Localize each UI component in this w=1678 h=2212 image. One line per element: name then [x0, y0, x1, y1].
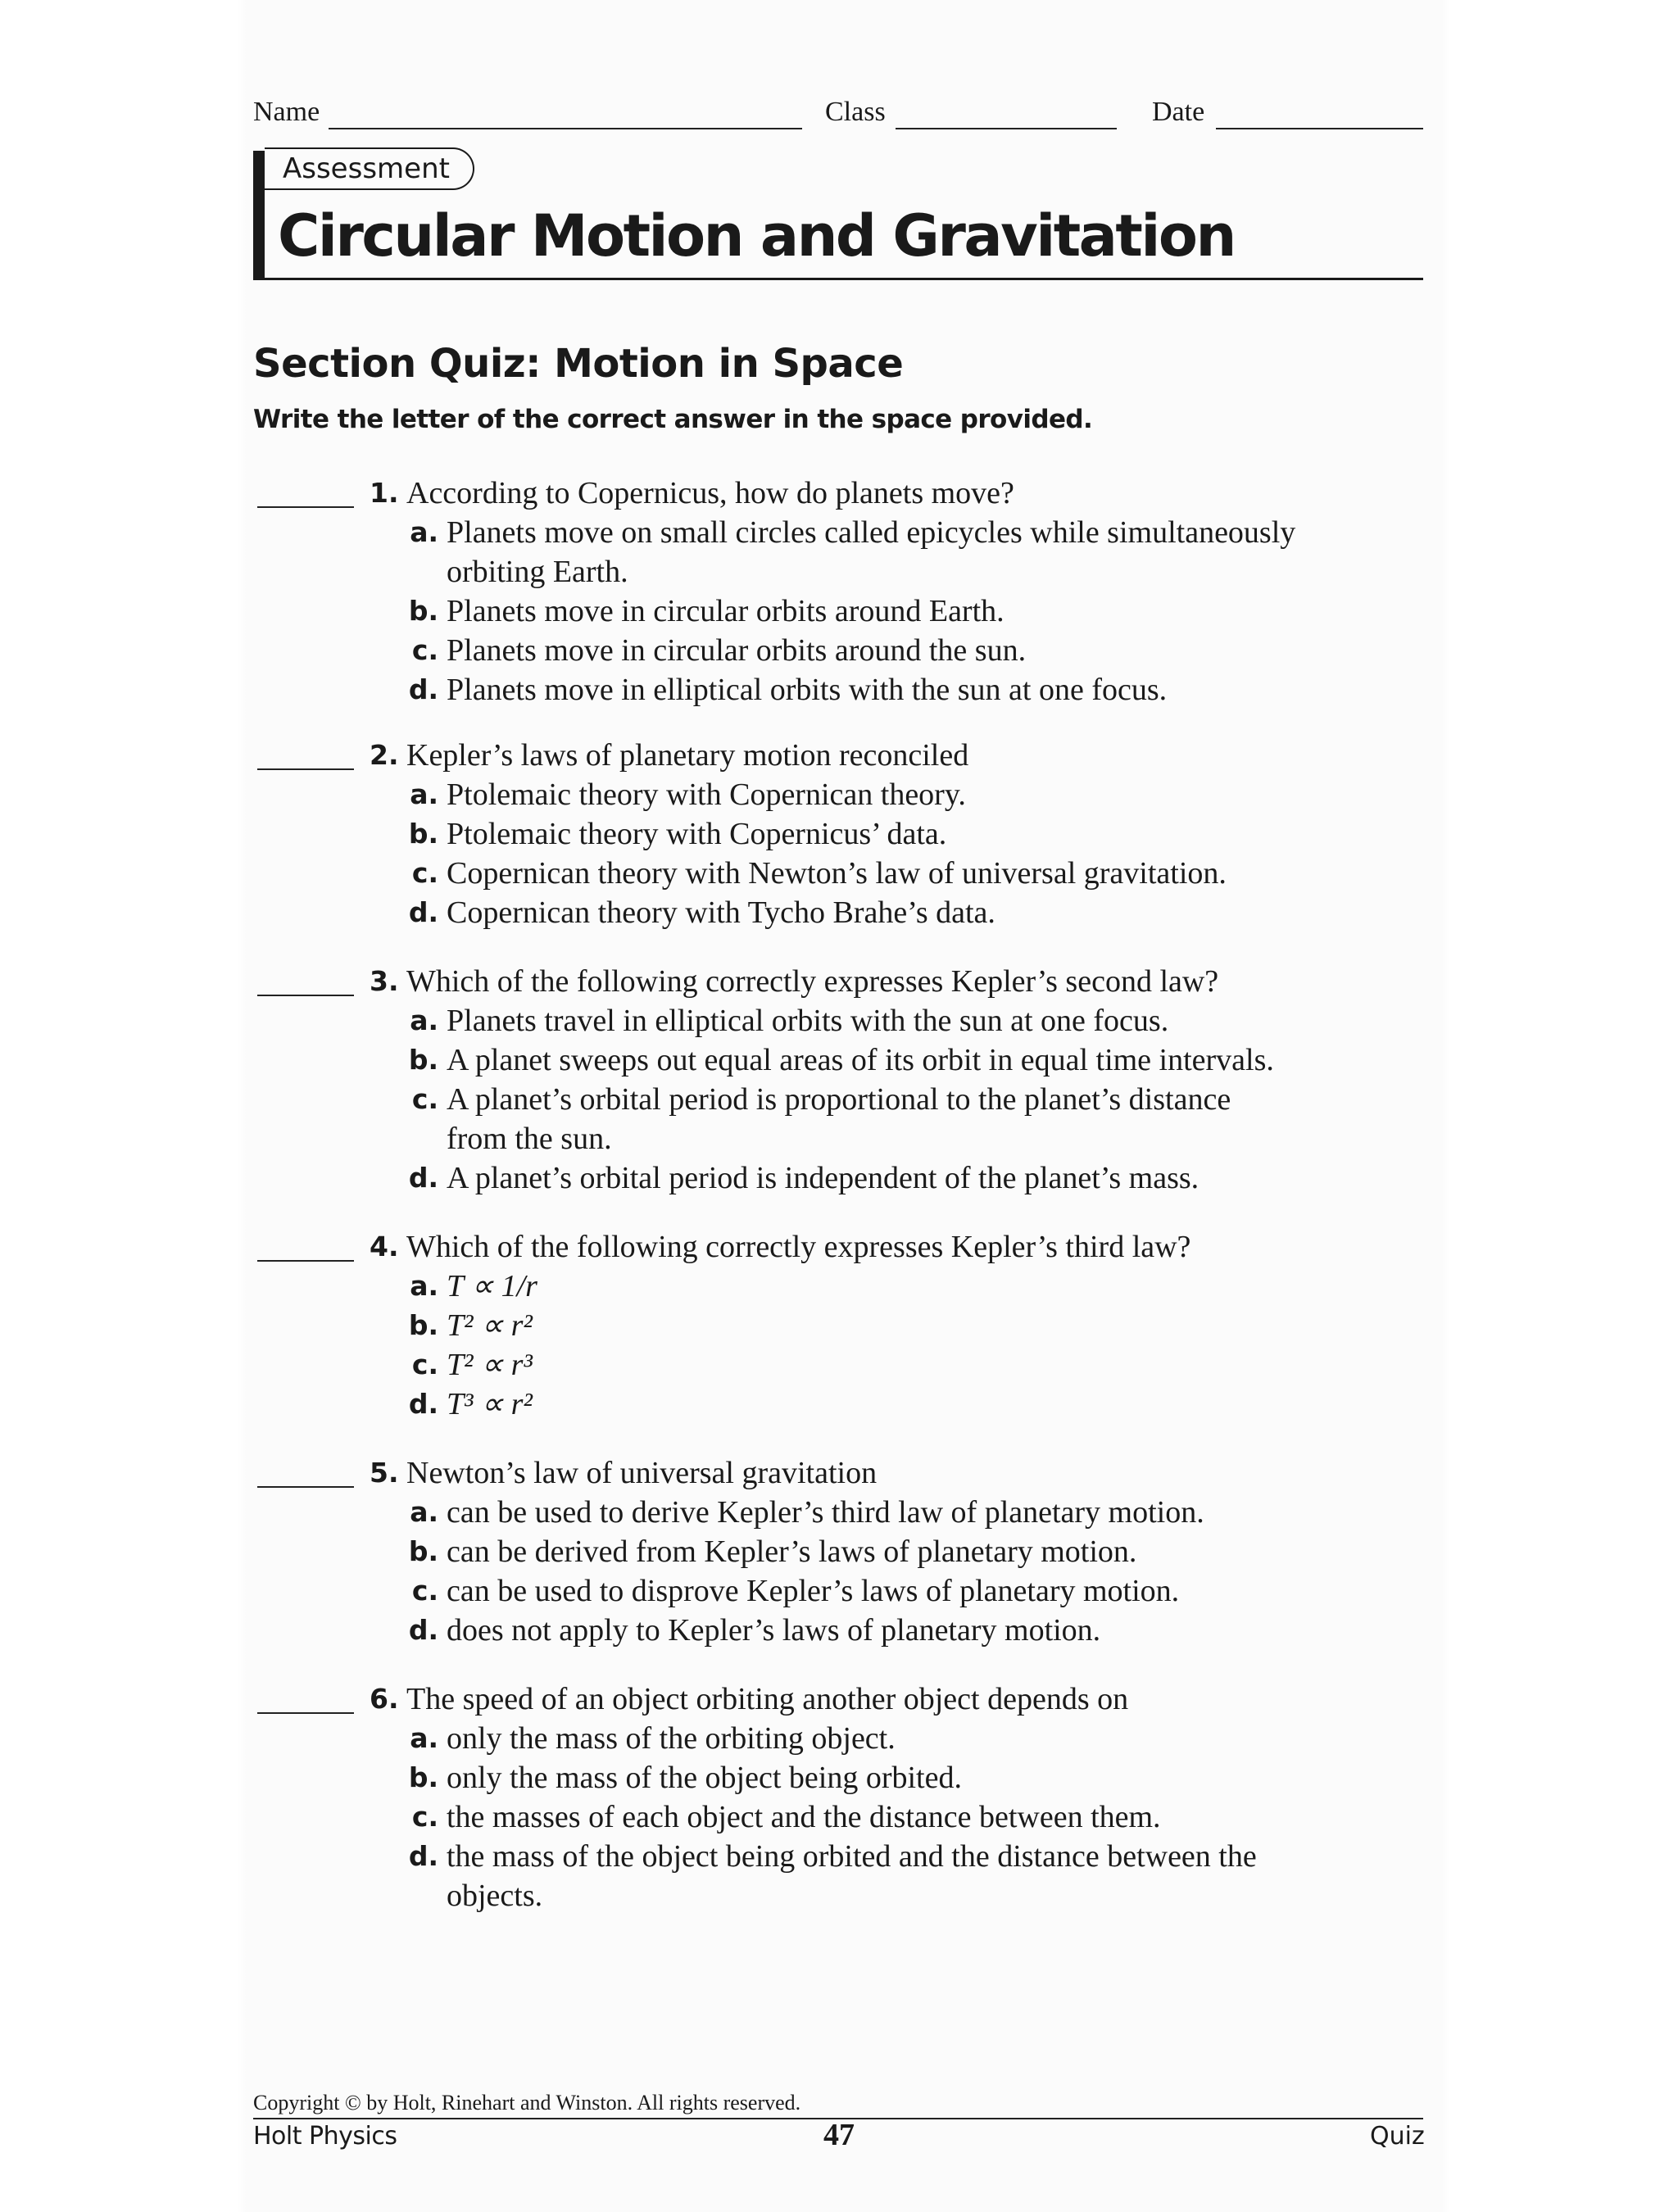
choice-text: orbiting Earth. — [447, 555, 628, 589]
class-line — [896, 128, 1117, 129]
choice-letter: b. — [408, 1309, 438, 1341]
choice-formula: T³ ∝ r² — [447, 1387, 533, 1421]
choice-formula: T² ∝ r² — [447, 1308, 533, 1343]
instructions: Write the letter of the correct answer in the space provided. — [253, 405, 1093, 434]
question-number: 3. — [370, 965, 399, 997]
student-info-header — [253, 92, 1423, 131]
choice-text: can be derived from Kepler’s laws of planetary motion. — [447, 1534, 1137, 1569]
choice-letter: a. — [410, 1496, 438, 1528]
question-text: The speed of an object orbiting another object depends on — [406, 1682, 1129, 1716]
choice-letter: d. — [408, 1388, 438, 1420]
answer-blank — [257, 995, 354, 996]
assessment-tag: Assessment — [265, 147, 474, 190]
choice-letter: b. — [408, 818, 438, 850]
book-title: Holt Physics — [253, 2122, 397, 2151]
choice-text: A planet’s orbital period is independent of the planet’s mass. — [447, 1161, 1200, 1195]
choice-text: does not apply to Kepler’s laws of planetary motion. — [447, 1613, 1101, 1648]
choice-letter: a. — [410, 778, 438, 810]
question-number: 4. — [370, 1231, 399, 1262]
answer-blank — [257, 1712, 354, 1714]
question-text: According to Copernicus, how do planets move? — [406, 476, 1014, 510]
question-text: Newton’s law of universal gravitation — [406, 1456, 878, 1490]
choice-letter: a. — [410, 1270, 438, 1302]
choice-letter: d. — [408, 673, 438, 705]
choice-letter: a. — [410, 1722, 438, 1754]
choice-letter: c. — [411, 634, 438, 666]
choice-letter: c. — [411, 857, 438, 889]
choice-letter: b. — [408, 1535, 438, 1567]
choice-text: Planets move in circular orbits around the sun. — [447, 633, 1027, 668]
question-number: 1. — [370, 477, 399, 509]
choice-text: Copernican theory with Newton’s law of universal gravitation. — [447, 856, 1227, 891]
question-number: 6. — [370, 1683, 399, 1715]
choice-text: Copernican theory with Tycho Brahe’s data. — [447, 895, 995, 930]
choice-letter: d. — [408, 1614, 438, 1646]
answer-blank — [257, 1260, 354, 1262]
choice-letter: b. — [408, 1761, 438, 1793]
choice-letter: d. — [408, 896, 438, 928]
choice-text: Ptolemaic theory with Copernican theory. — [447, 777, 966, 812]
answer-blank — [257, 768, 354, 770]
choice-letter: c. — [411, 1349, 438, 1380]
choice-text: only the mass of the object being orbited. — [447, 1761, 962, 1795]
choice-text: A planet’s orbital period is proportional to the planet’s distance — [447, 1082, 1231, 1117]
answer-blank — [257, 1486, 354, 1488]
question-text: Kepler’s laws of planetary motion reconciled — [406, 738, 969, 773]
choice-text: Planets travel in elliptical orbits with the sun at one focus. — [447, 1004, 1169, 1038]
copyright-notice: Copyright © by Holt, Rinehart and Winston. All rights reserved. — [253, 2091, 801, 2115]
choice-letter: b. — [408, 595, 438, 627]
date-label: Date — [1152, 97, 1205, 127]
choice-text: Planets move in circular orbits around Earth. — [447, 594, 1005, 628]
choice-formula: T ∝ 1/r — [447, 1269, 537, 1303]
choice-letter: c. — [411, 1083, 438, 1115]
document-type: Quiz — [1370, 2122, 1425, 2151]
choice-text: from the sun. — [447, 1122, 612, 1156]
choice-text: A planet sweeps out equal areas of its orbit in equal time intervals. — [447, 1043, 1274, 1077]
choice-letter: d. — [408, 1162, 438, 1194]
choice-letter: c. — [411, 1801, 438, 1833]
name-label: Name — [253, 97, 320, 127]
choice-letter: a. — [410, 516, 438, 548]
choice-letter: a. — [410, 1004, 438, 1036]
choice-text: can be used to disprove Kepler’s laws of planetary motion. — [447, 1574, 1180, 1608]
question-number: 2. — [370, 739, 399, 771]
choice-text: Planets move on small circles called epicycles while simultaneously — [447, 515, 1296, 550]
choice-letter: d. — [408, 1840, 438, 1872]
page-title: Circular Motion and Gravitation — [278, 202, 1235, 270]
section-title: Section Quiz: Motion in Space — [253, 341, 904, 387]
choice-text: Planets move in elliptical orbits with the sun at one focus. — [447, 673, 1168, 707]
title-rule — [253, 278, 1423, 280]
choice-letter: b. — [408, 1044, 438, 1076]
answer-blank — [257, 506, 354, 508]
name-line — [329, 128, 802, 129]
choice-text: Ptolemaic theory with Copernicus’ data. — [447, 817, 947, 851]
class-label: Class — [825, 97, 886, 127]
choice-text: can be used to derive Kepler’s third law of planetary motion. — [447, 1495, 1204, 1530]
title-block — [253, 147, 1423, 280]
choice-text: only the mass of the orbiting object. — [447, 1721, 896, 1756]
page-number: 47 — [823, 2118, 855, 2152]
choice-letter: c. — [411, 1575, 438, 1607]
question-text: Which of the following correctly expresses Kepler’s second law? — [406, 964, 1219, 999]
date-line — [1216, 128, 1423, 129]
choice-formula: T² ∝ r³ — [447, 1348, 533, 1382]
question-text: Which of the following correctly expresses Kepler’s third law? — [406, 1230, 1191, 1264]
choice-text: the masses of each object and the distance between them. — [447, 1800, 1161, 1834]
choice-text: the mass of the object being orbited and the distance between the — [447, 1839, 1257, 1874]
choice-text: objects. — [447, 1879, 543, 1913]
title-bar — [253, 151, 265, 279]
question-number: 5. — [370, 1457, 399, 1489]
